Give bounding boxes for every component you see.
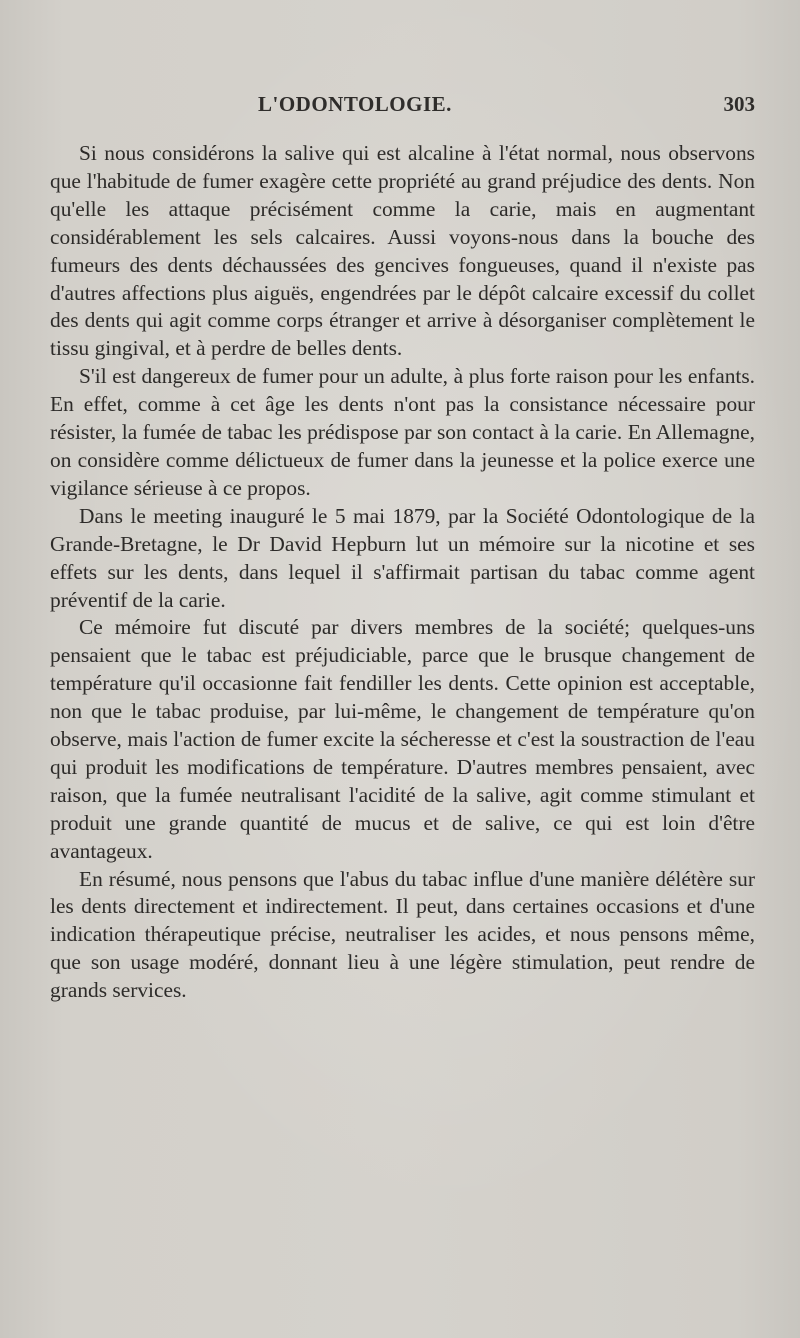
running-title: L'ODONTOLOGIE. [258,92,452,116]
paragraph-saliva: Si nous considérons la salive qui est alcaline à l'état normal, nous observons que l'habitude de fumer exagère cette propriété au grand préjudice des dents. Non qu'elle les attaque précisément comme la carie, mais en augmentant considérablement les sels calcaires. Aussi voyons-nous dans la bouche des fumeurs des dents déchaussées des gencives fongueuses, quand il n'existe pas d'autres affections plus aiguës, engendrées par le dépôt calcaire excessif du collet des dents qui agit comme corps étranger et arrive à désorganiser complètement le tissu gingival, et à perdre de belles dents. [50,141,755,361]
paragraph-meeting: Dans le meeting inauguré le 5 mai 1879, par la Société Odontologique de la Grande-Bretagne, le Dr David Hepburn lut un mémoire sur la nicotine et ses effets sur les dents, dans lequel il s'affirmait partisan du tabac comme agent préventif de la carie. [50,503,755,612]
paragraph-summary: En résumé, nous pensons que l'abus du tabac influe d'une manière délétère sur les dents directement et indirectement. Il peut, dans certaines occasions et d'une indication thérapeutique précise, neutraliser les acides, et nous pensons même, que son usage modéré, donnant lieu à une légère stimulation, peut rendre de grands services. [50,866,755,1003]
page-number: 303 [723,92,755,116]
body-text [50,140,755,1005]
page-header [50,92,755,122]
paragraph-discussion: Ce mémoire fut discuté par divers membres de la société; quelques-uns pensaient que le tabac est préjudiciable, parce que le brusque changement de température qu'il occasionne fait fendiller les dents. Cette opinion est acceptable, non que le tabac produise, par lui-même, le changement de température qu'on observe, mais l'action de fumer excite la sécheresse et c'est la soustraction de l'eau qui produit les modifications de température. D'autres membres pensaient, avec raison, que la fumée neutralisant l'acidité de la salive, agit comme stimulant et produit une grande quantité de mucus et de salive, ce qui est loin d'être avantageux. [50,615,755,863]
paragraph-children: S'il est dangereux de fumer pour un adulte, à plus forte raison pour les enfants. En effet, comme à cet âge les dents n'ont pas la consistance nécessaire pour résister, la fumée de tabac les prédispose par son contact à la carie. En Allemagne, on considère comme délictueux de fumer dans la jeunesse et la police exerce une vigilance sérieuse à ce propos. [50,364,755,500]
